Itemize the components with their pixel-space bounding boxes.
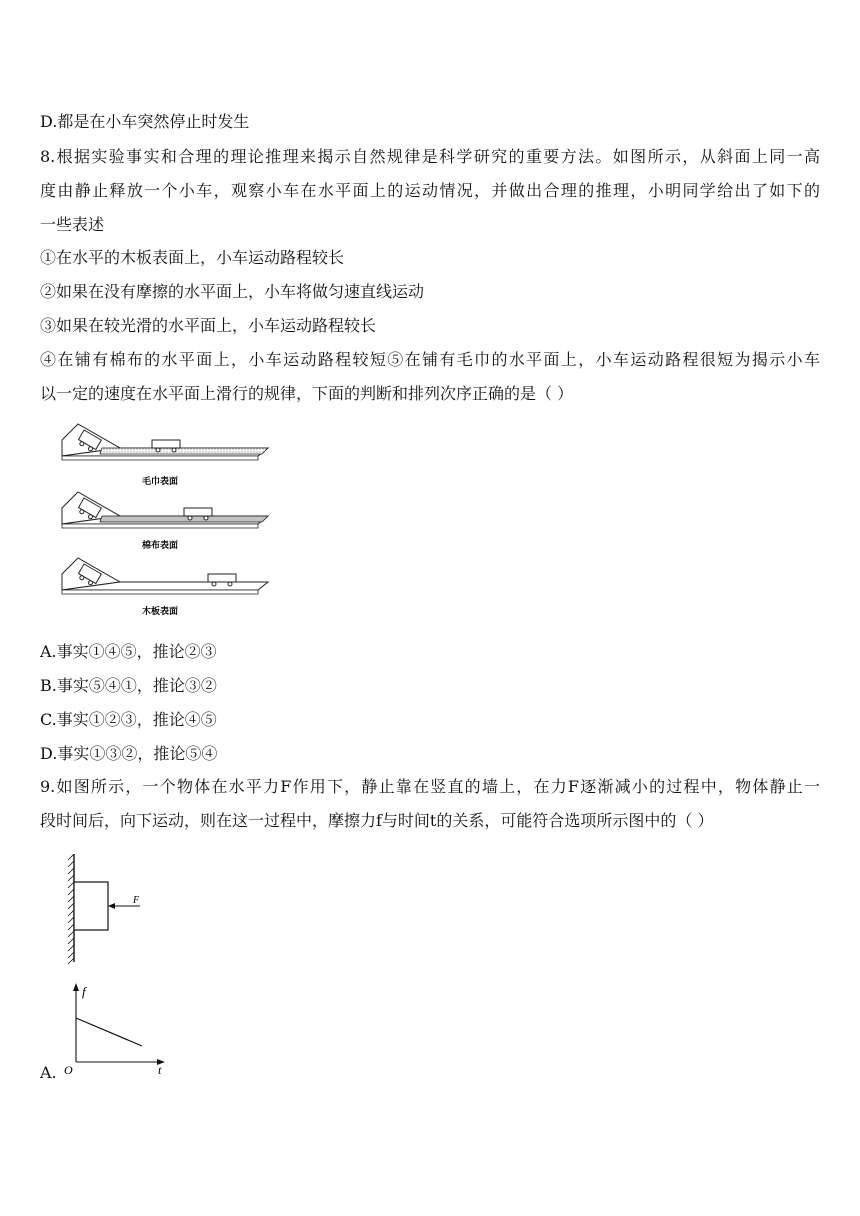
q8-statement-2: ②如果在没有摩擦的水平面上，小车将做匀速直线运动 (40, 282, 425, 301)
q8-stem-line-3: 一些表述 (40, 215, 105, 234)
ramp-panel-cotton (62, 492, 268, 551)
friction-line (76, 1018, 142, 1046)
q7-option-d: D.都是在小车突然停止时发生 (40, 112, 250, 131)
q8-option-b: B.事实⑤④①，推论③② (40, 676, 217, 695)
q8-ramp-figure (40, 418, 314, 624)
q9-option-a-label: A. (40, 1063, 57, 1082)
q8-stem-line-2: 度由静止释放一个小车，观察小车在水平面上的运动情况，并做出合理的推理，小明同学给出了如下的 (40, 181, 820, 200)
force-label: F (133, 895, 140, 906)
q9-stem-line-2: 段时间后，向下运动，则在这一过程中，摩擦力f与时间t的关系，可能符合选项所示图中的（ ） (40, 811, 714, 830)
q8-option-c: C.事实①②③，推论④⑤ (40, 710, 217, 729)
origin-label: O (64, 1063, 73, 1077)
q8-statement-1: ①在水平的木板表面上，小车运动路程较长 (40, 248, 345, 267)
q8-option-d: D.事实①③②，推论⑤④ (40, 744, 218, 763)
figure-label-cotton: 棉布表面 (142, 541, 179, 551)
q9-wall-figure (40, 840, 150, 968)
y-axis-label: f (82, 984, 86, 999)
q8-stem-line-1: 8.根据实验事实和合理的理论推理来揭示自然规律是科学研究的重要方法。如图所示，从斜面上同一高 (40, 147, 820, 166)
q8-statement-45-line-2: 以一定的速度在水平面上滑行的规律，下面的判断和排列次序正确的是（ ） (40, 384, 574, 403)
q8-statement-3: ③如果在较光滑的水平面上，小车运动路程较长 (40, 316, 377, 335)
q9-stem-line-1: 9.如图所示，一个物体在水平力F作用下，静止靠在竖直的墙上，在力F逐渐减小的过程中，物体静止一 (40, 777, 820, 796)
x-axis-label: t (158, 1063, 162, 1077)
q8-option-a: A.事实①④⑤，推论②③ (40, 642, 217, 661)
ramp-panel-wood (62, 558, 268, 617)
q8-statement-45-line-1: ④在铺有棉布的水平面上，小车运动路程较短⑤在铺有毛巾的水平面上，小车运动路程很短为揭示小车 (40, 350, 820, 369)
ramp-panel-towel (62, 424, 268, 487)
figure-label-wood: 木板表面 (142, 607, 179, 617)
q9-option-a-graph (60, 978, 170, 1078)
figure-label-towel: 毛巾表面 (142, 477, 179, 487)
